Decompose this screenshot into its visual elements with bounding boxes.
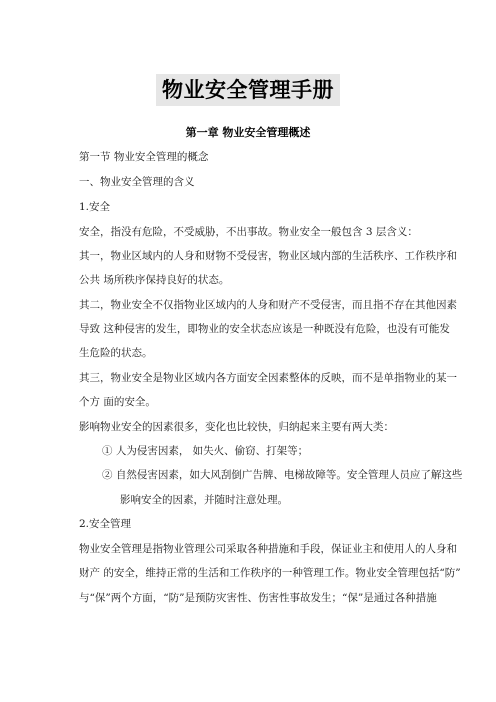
paragraph-line: 物业安全管理是指物业管理公司采取各种措施和手段，保证业主和使用人的人身和 [79,543,457,555]
paragraph-line: 财产 的安全，维持正常的生活和工作秩序的一种管理工作。物业安全管理包括“防” [79,567,461,579]
paragraph-line: 与“保”两个方面，“防”是预防灾害性、伤害性事故发生；“保”是通过各种措施 [79,592,437,604]
paragraph-line: 生危险的状态。 [79,347,153,359]
list-item-continuation: 影响安全的因素，并随时注意处理。 [120,494,288,506]
subsection-heading: 一、物业安全管理的含义 [79,176,195,188]
item-heading: 1.安全 [79,201,111,213]
paragraph-line: 导致 这种侵害的发生，即物业的安全状态应该是一种既没有危险，也没有可能发 [79,323,450,335]
paragraph-line: 其二，物业安全不仅指物业区域内的人身和财产不受侵害，而且指不存在其他因素 [79,299,457,311]
paragraph-line: 其三，物业安全是物业区域内各方面安全因素整体的反映，而不是单指物业的某一 [79,372,457,384]
item-heading: 2.安全管理 [79,518,132,530]
section-heading: 第一节 物业安全管理的概念 [79,151,209,163]
list-item: ② 自然侵害因素，如大风刮倒广告牌、电梯故障等。安全管理人员应了解这些 [102,469,463,481]
paragraph-line: 公共 场所秩序保持良好的状态。 [79,274,230,286]
paragraph-line: 安全，指没有危险，不受威胁，不出事故。物业安全一般包含 3 层含义： [79,226,418,238]
chapter-heading: 第一章 物业安全管理概述 [185,126,311,139]
paragraph-line: 影响物业安全的因素很多，变化也比较快，归纳起来主要有两大类： [79,421,394,433]
list-item: ① 人为侵害因素， 如失火、偷窃、打架等； [102,445,309,457]
paragraph-line: 个方 面的安全。 [79,396,156,408]
paragraph-line: 其一，物业区域内的人身和财物不受侵害，物业区域内部的生活秩序、工作秩序和 [79,250,457,262]
document-title: 物业安全管理手册 [156,74,340,106]
title-wrap [0,74,496,106]
